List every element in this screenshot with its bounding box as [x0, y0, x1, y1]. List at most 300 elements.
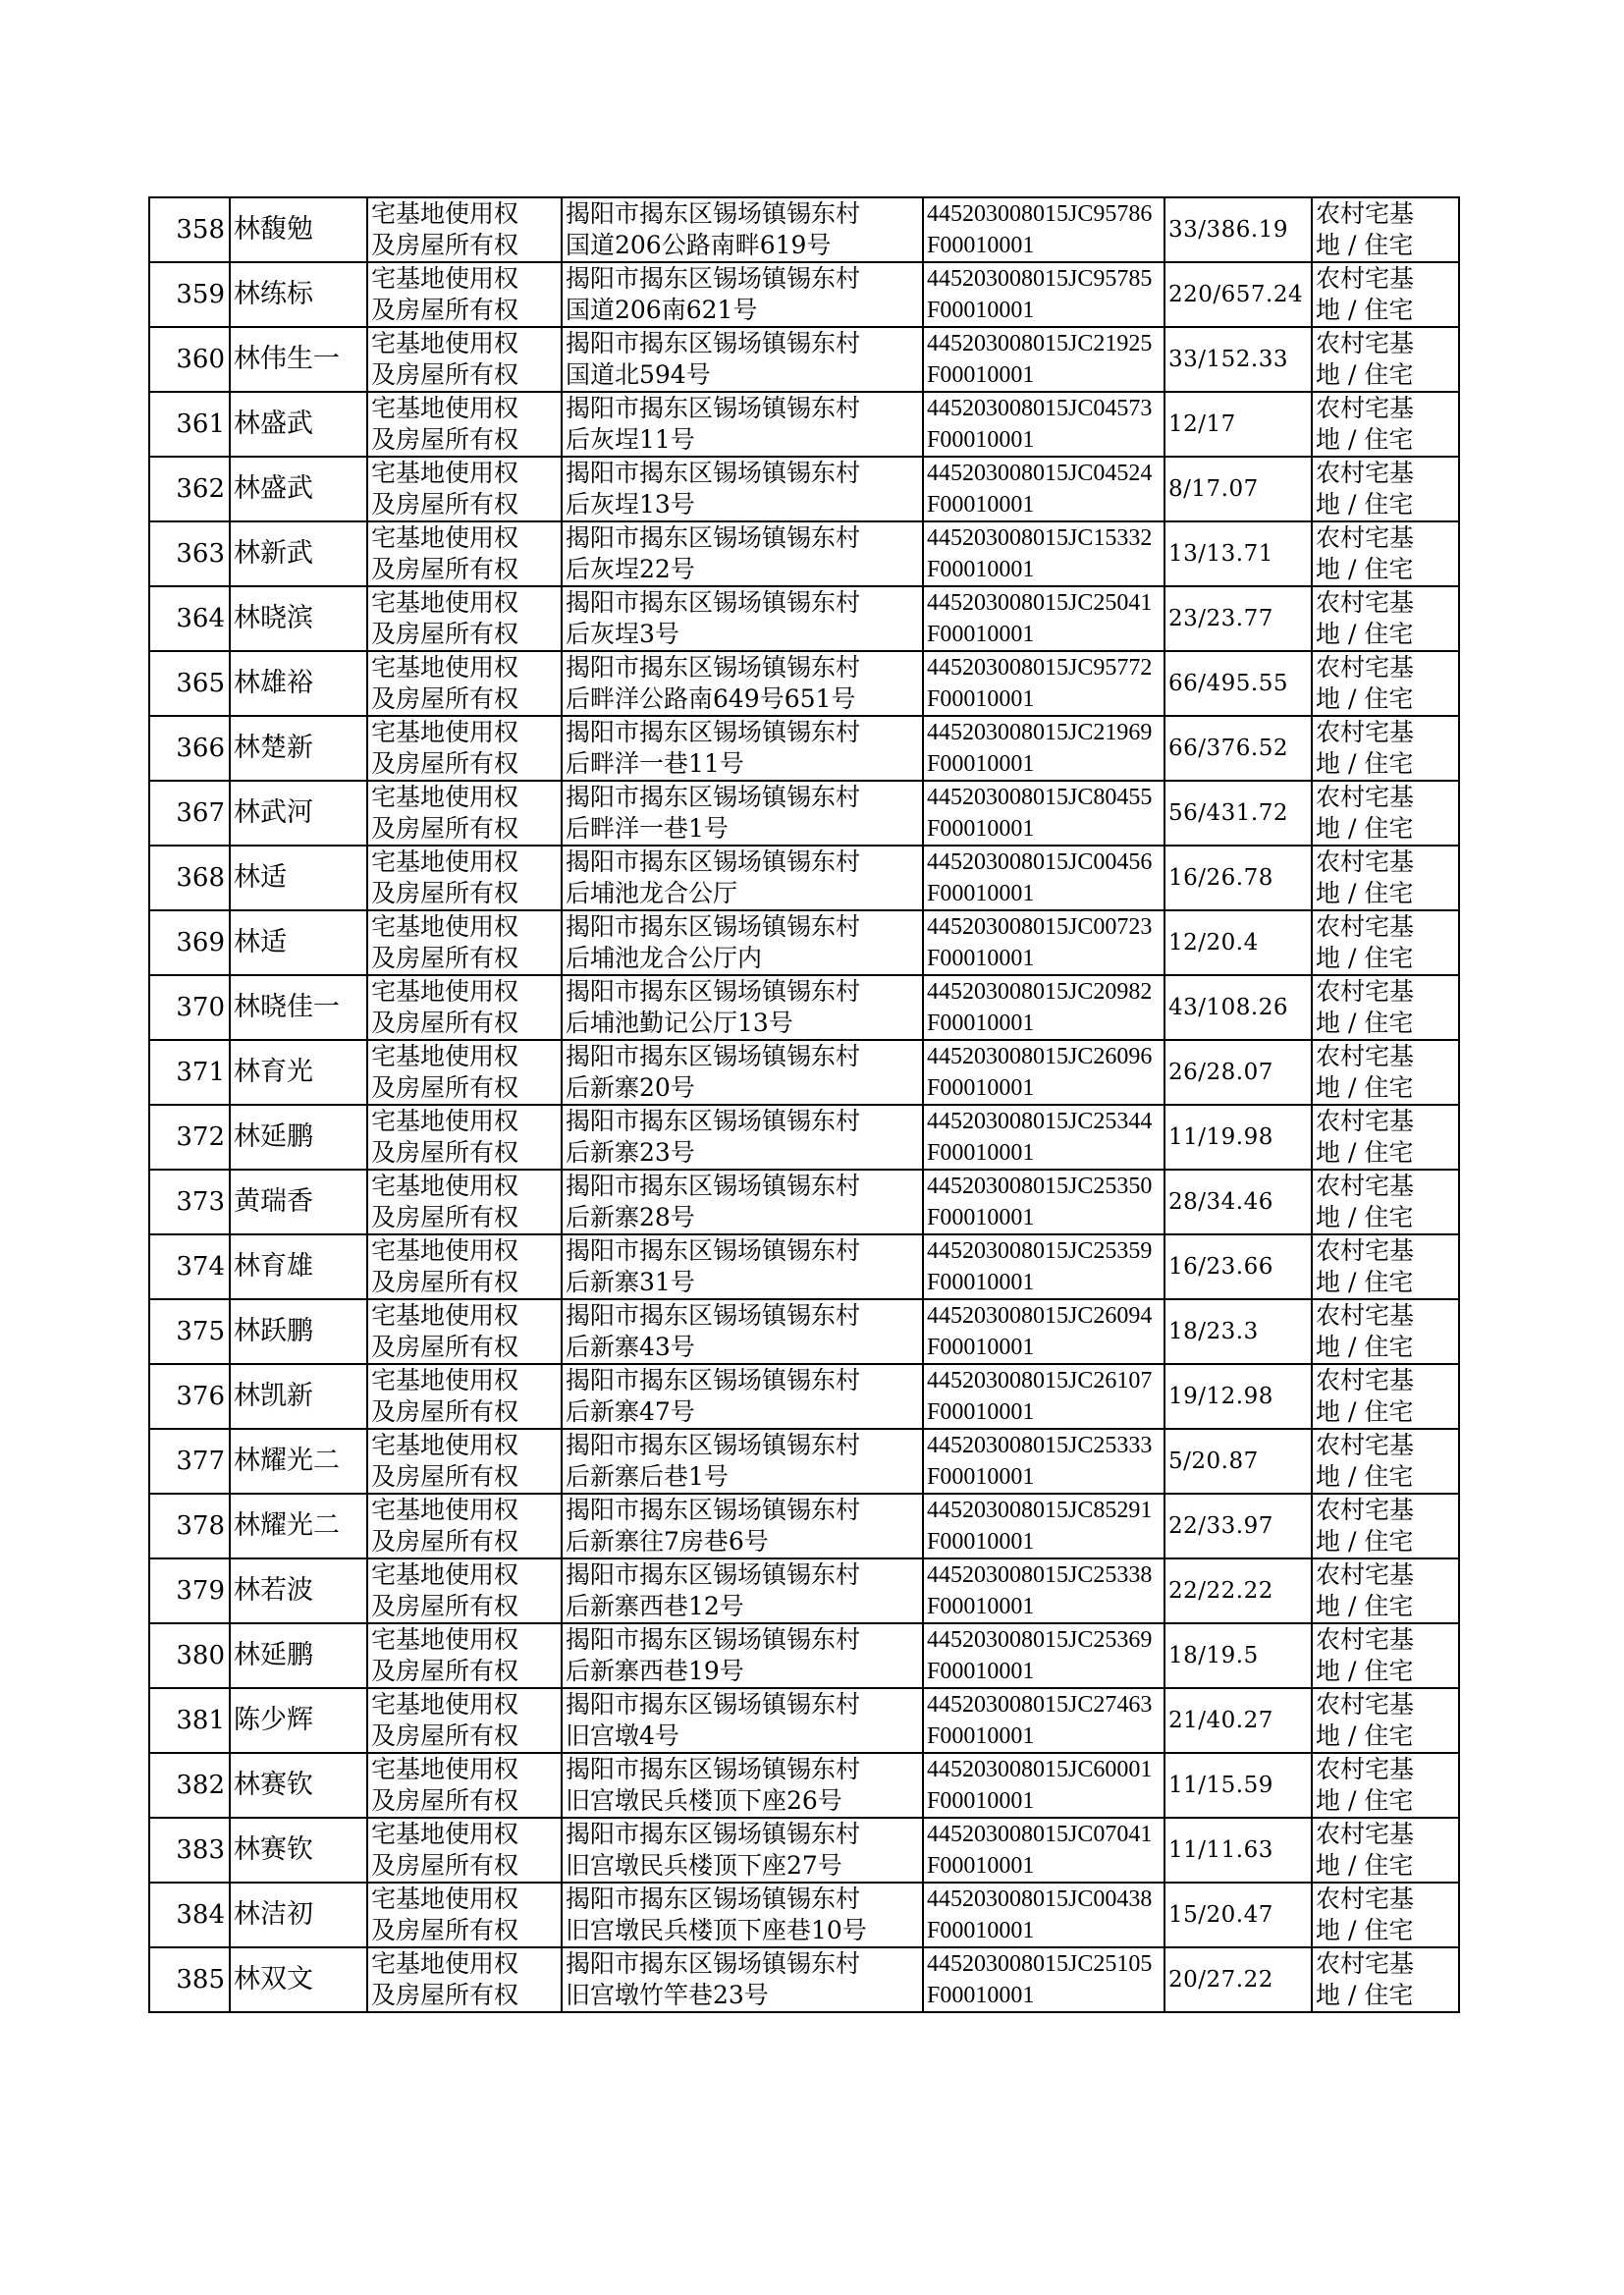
table-body	[149, 197, 1459, 2012]
area-cell: 220/657.24	[1164, 262, 1312, 327]
row-number-cell: 365	[149, 651, 230, 716]
address-cell-line: 后新寨后巷1号	[566, 1462, 729, 1491]
right-type-cell-line: 及房屋所有权	[371, 684, 519, 713]
land-use-cell-line: 地 / 住宅	[1316, 1981, 1414, 2009]
address-cell-line: 后新寨往7房巷6号	[566, 1527, 769, 1556]
right-type-cell-line: 宅基地使用权	[371, 459, 519, 487]
right-type-cell	[367, 1688, 562, 1753]
address-cell-line: 后埔池龙合公厅内	[566, 944, 763, 972]
area-cell: 16/23.66	[1164, 1234, 1312, 1299]
address-cell	[562, 1234, 923, 1299]
right-type-cell-line: 宅基地使用权	[371, 588, 519, 617]
land-use-cell-line: 农村宅基	[1316, 1949, 1415, 1978]
owner-name-cell: 林若波	[230, 1558, 367, 1623]
land-use-cell	[1312, 1429, 1459, 1494]
address-cell	[562, 457, 923, 521]
area-cell: 11/11.63	[1164, 1818, 1312, 1883]
right-type-cell-line: 宅基地使用权	[371, 1885, 519, 1913]
land-use-cell	[1312, 716, 1459, 781]
right-type-cell	[367, 1818, 562, 1883]
address-cell-line: 旧宫墩民兵楼顶下座27号	[566, 1851, 842, 1880]
address-cell-line: 后畔洋一巷11号	[566, 749, 744, 778]
area-cell: 11/15.59	[1164, 1753, 1312, 1818]
right-type-cell-line: 及房屋所有权	[371, 296, 519, 324]
address-cell-line: 揭阳市揭东区锡场镇锡东村	[566, 912, 861, 941]
row-number-cell: 377	[149, 1429, 230, 1494]
area-cell: 18/23.3	[1164, 1299, 1312, 1364]
address-cell	[562, 327, 923, 392]
address-cell-line: 揭阳市揭东区锡场镇锡东村	[566, 1560, 861, 1589]
land-use-cell-line: 地 / 住宅	[1316, 1657, 1414, 1685]
address-cell-line: 国道206公路南畔619号	[566, 231, 832, 259]
row-number-cell: 373	[149, 1170, 230, 1234]
row-number-cell: 362	[149, 457, 230, 521]
land-use-cell-line: 地 / 住宅	[1316, 1592, 1414, 1620]
right-type-cell-line: 及房屋所有权	[371, 1073, 519, 1102]
unit-code-cell: 445203008015JC25344F00010001	[923, 1105, 1164, 1170]
area-cell: 33/386.19	[1164, 197, 1312, 262]
unit-code-cell: 445203008015JC25350F00010001	[923, 1170, 1164, 1234]
address-cell-line: 揭阳市揭东区锡场镇锡东村	[566, 199, 861, 228]
owner-name-cell: 林雄裕	[230, 651, 367, 716]
land-use-cell	[1312, 1234, 1459, 1299]
owner-name-cell: 林晓佳一	[230, 975, 367, 1040]
right-type-cell-line: 宅基地使用权	[371, 1431, 519, 1459]
right-type-cell-line: 宅基地使用权	[371, 1755, 519, 1783]
land-use-cell	[1312, 586, 1459, 651]
property-register-table	[148, 196, 1460, 2013]
row-number-cell: 379	[149, 1558, 230, 1623]
land-use-cell	[1312, 910, 1459, 975]
row-number-cell: 369	[149, 910, 230, 975]
address-cell	[562, 1429, 923, 1494]
address-cell	[562, 1753, 923, 1818]
unit-code-cell: 445203008015JC95785F00010001	[923, 262, 1164, 327]
area-cell: 5/20.87	[1164, 1429, 1312, 1494]
land-use-cell-line: 地 / 住宅	[1316, 1138, 1414, 1167]
right-type-cell	[367, 1558, 562, 1623]
right-type-cell	[367, 1040, 562, 1105]
land-use-cell-line: 地 / 住宅	[1316, 620, 1414, 648]
address-cell-line: 揭阳市揭东区锡场镇锡东村	[566, 394, 861, 422]
unit-code-cell: 445203008015JC07041F00010001	[923, 1818, 1164, 1883]
right-type-cell-line: 宅基地使用权	[371, 264, 519, 293]
right-type-cell-line: 宅基地使用权	[371, 329, 519, 357]
land-use-cell-line: 农村宅基	[1316, 1172, 1415, 1200]
table-row	[149, 1170, 1459, 1234]
unit-code-cell: 445203008015JC26094F00010001	[923, 1299, 1164, 1364]
land-use-cell-line: 地 / 住宅	[1316, 425, 1414, 454]
unit-code-cell: 445203008015JC25338F00010001	[923, 1558, 1164, 1623]
owner-name-cell: 林育雄	[230, 1234, 367, 1299]
land-use-cell-line: 农村宅基	[1316, 523, 1415, 552]
land-use-cell	[1312, 1818, 1459, 1883]
address-cell-line: 后灰埕13号	[566, 490, 695, 519]
address-cell	[562, 651, 923, 716]
land-use-cell	[1312, 651, 1459, 716]
right-type-cell-line: 及房屋所有权	[371, 1981, 519, 2009]
address-cell	[562, 716, 923, 781]
owner-name-cell: 林新武	[230, 521, 367, 586]
address-cell-line: 揭阳市揭东区锡场镇锡东村	[566, 653, 861, 682]
address-cell-line: 揭阳市揭东区锡场镇锡东村	[566, 1431, 861, 1459]
land-use-cell	[1312, 1364, 1459, 1429]
right-type-cell-line: 及房屋所有权	[371, 1592, 519, 1620]
address-cell-line: 后畔洋公路南649号651号	[566, 684, 856, 713]
land-use-cell	[1312, 975, 1459, 1040]
right-type-cell-line: 宅基地使用权	[371, 847, 519, 876]
row-number-cell: 364	[149, 586, 230, 651]
table-row	[149, 651, 1459, 716]
right-type-cell	[367, 1947, 562, 2012]
land-use-cell-line: 地 / 住宅	[1316, 944, 1414, 972]
address-cell	[562, 1623, 923, 1688]
right-type-cell	[367, 1105, 562, 1170]
owner-name-cell: 林伟生一	[230, 327, 367, 392]
owner-name-cell: 林盛武	[230, 392, 367, 457]
owner-name-cell: 黄瑞香	[230, 1170, 367, 1234]
address-cell	[562, 1558, 923, 1623]
owner-name-cell: 林耀光二	[230, 1494, 367, 1558]
table-row	[149, 1753, 1459, 1818]
address-cell-line: 揭阳市揭东区锡场镇锡东村	[566, 783, 861, 811]
address-cell-line: 揭阳市揭东区锡场镇锡东村	[566, 588, 861, 617]
table-row	[149, 457, 1459, 521]
land-use-cell-line: 农村宅基	[1316, 1301, 1415, 1330]
right-type-cell	[367, 1234, 562, 1299]
owner-name-cell: 林适	[230, 846, 367, 910]
area-cell: 13/13.71	[1164, 521, 1312, 586]
right-type-cell-line: 宅基地使用权	[371, 1949, 519, 1978]
right-type-cell-line: 及房屋所有权	[371, 1527, 519, 1556]
land-use-cell-line: 农村宅基	[1316, 264, 1415, 293]
unit-code-cell: 445203008015JC04573F00010001	[923, 392, 1164, 457]
address-cell-line: 后灰埕3号	[566, 620, 679, 648]
table-row	[149, 586, 1459, 651]
area-cell: 66/376.52	[1164, 716, 1312, 781]
address-cell-line: 揭阳市揭东区锡场镇锡东村	[566, 1755, 861, 1783]
unit-code-cell: 445203008015JC04524F00010001	[923, 457, 1164, 521]
land-use-cell-line: 农村宅基	[1316, 912, 1415, 941]
right-type-cell-line: 及房屋所有权	[371, 944, 519, 972]
unit-code-cell: 445203008015JC26096F00010001	[923, 1040, 1164, 1105]
area-cell: 22/33.97	[1164, 1494, 1312, 1558]
right-type-cell-line: 宅基地使用权	[371, 1042, 519, 1070]
right-type-cell-line: 及房屋所有权	[371, 1462, 519, 1491]
land-use-cell-line: 农村宅基	[1316, 1560, 1415, 1589]
address-cell-line: 后畔洋一巷1号	[566, 814, 729, 843]
right-type-cell	[367, 1753, 562, 1818]
table-row	[149, 716, 1459, 781]
table-row	[149, 1818, 1459, 1883]
row-number-cell: 368	[149, 846, 230, 910]
address-cell	[562, 1818, 923, 1883]
address-cell-line: 揭阳市揭东区锡场镇锡东村	[566, 1366, 861, 1394]
right-type-cell-line: 及房屋所有权	[371, 555, 519, 583]
land-use-cell-line: 农村宅基	[1316, 394, 1415, 422]
owner-name-cell: 陈少辉	[230, 1688, 367, 1753]
table-row	[149, 1364, 1459, 1429]
table-row	[149, 1883, 1459, 1947]
land-use-cell	[1312, 1753, 1459, 1818]
right-type-cell-line: 宅基地使用权	[371, 1366, 519, 1394]
area-cell: 20/27.22	[1164, 1947, 1312, 2012]
owner-name-cell: 林跃鹏	[230, 1299, 367, 1364]
land-use-cell-line: 地 / 住宅	[1316, 749, 1414, 778]
address-cell-line: 揭阳市揭东区锡场镇锡东村	[566, 847, 861, 876]
land-use-cell	[1312, 1299, 1459, 1364]
table-row	[149, 392, 1459, 457]
unit-code-cell: 445203008015JC80455F00010001	[923, 781, 1164, 846]
land-use-cell-line: 地 / 住宅	[1316, 1527, 1414, 1556]
area-cell: 33/152.33	[1164, 327, 1312, 392]
land-use-cell	[1312, 1623, 1459, 1688]
owner-name-cell: 林延鹏	[230, 1105, 367, 1170]
table-row	[149, 1299, 1459, 1364]
right-type-cell-line: 及房屋所有权	[371, 1203, 519, 1231]
right-type-cell-line: 及房屋所有权	[371, 1721, 519, 1750]
row-number-cell: 359	[149, 262, 230, 327]
land-use-cell-line: 农村宅基	[1316, 199, 1415, 228]
address-cell-line: 后灰埕22号	[566, 555, 695, 583]
address-cell	[562, 586, 923, 651]
right-type-cell	[367, 651, 562, 716]
owner-name-cell: 林馥勉	[230, 197, 367, 262]
right-type-cell-line: 宅基地使用权	[371, 1301, 519, 1330]
land-use-cell-line: 地 / 住宅	[1316, 879, 1414, 907]
right-type-cell-line: 宅基地使用权	[371, 1107, 519, 1135]
right-type-cell	[367, 1623, 562, 1688]
table-row	[149, 521, 1459, 586]
unit-code-cell: 445203008015JC21969F00010001	[923, 716, 1164, 781]
unit-code-cell: 445203008015JC26107F00010001	[923, 1364, 1164, 1429]
right-type-cell-line: 宅基地使用权	[371, 1236, 519, 1265]
table-row	[149, 1429, 1459, 1494]
land-use-cell-line: 农村宅基	[1316, 1366, 1415, 1394]
area-cell: 16/26.78	[1164, 846, 1312, 910]
land-use-cell	[1312, 1947, 1459, 2012]
owner-name-cell: 林赛钦	[230, 1818, 367, 1883]
owner-name-cell: 林武河	[230, 781, 367, 846]
area-cell: 12/20.4	[1164, 910, 1312, 975]
table-row	[149, 975, 1459, 1040]
land-use-cell-line: 地 / 住宅	[1316, 1397, 1414, 1426]
land-use-cell-line: 农村宅基	[1316, 977, 1415, 1006]
row-number-cell: 366	[149, 716, 230, 781]
address-cell-line: 后埔池龙合公厅	[566, 879, 738, 907]
right-type-cell	[367, 1494, 562, 1558]
right-type-cell-line: 及房屋所有权	[371, 749, 519, 778]
right-type-cell-line: 宅基地使用权	[371, 523, 519, 552]
land-use-cell-line: 农村宅基	[1316, 653, 1415, 682]
address-cell-line: 后新寨西巷19号	[566, 1657, 744, 1685]
area-cell: 22/22.22	[1164, 1558, 1312, 1623]
land-use-cell-line: 地 / 住宅	[1316, 684, 1414, 713]
table-row	[149, 1494, 1459, 1558]
land-use-cell	[1312, 262, 1459, 327]
right-type-cell	[367, 1429, 562, 1494]
address-cell-line: 后新寨28号	[566, 1203, 695, 1231]
address-cell	[562, 1883, 923, 1947]
address-cell-line: 揭阳市揭东区锡场镇锡东村	[566, 1820, 861, 1848]
table-row	[149, 1947, 1459, 2012]
land-use-cell-line: 农村宅基	[1316, 1107, 1415, 1135]
address-cell	[562, 1688, 923, 1753]
row-number-cell: 371	[149, 1040, 230, 1105]
right-type-cell-line: 宅基地使用权	[371, 1560, 519, 1589]
address-cell	[562, 910, 923, 975]
address-cell	[562, 1170, 923, 1234]
right-type-cell	[367, 586, 562, 651]
table-row	[149, 1688, 1459, 1753]
table-row	[149, 262, 1459, 327]
land-use-cell-line: 地 / 住宅	[1316, 1009, 1414, 1037]
land-use-cell	[1312, 1105, 1459, 1170]
address-cell-line: 后新寨31号	[566, 1268, 695, 1296]
unit-code-cell: 445203008015JC20982F00010001	[923, 975, 1164, 1040]
area-cell: 56/431.72	[1164, 781, 1312, 846]
row-number-cell: 381	[149, 1688, 230, 1753]
owner-name-cell: 林盛武	[230, 457, 367, 521]
unit-code-cell: 445203008015JC60001F00010001	[923, 1753, 1164, 1818]
right-type-cell	[367, 846, 562, 910]
land-use-cell-line: 地 / 住宅	[1316, 555, 1414, 583]
area-cell: 12/17	[1164, 392, 1312, 457]
address-cell-line: 揭阳市揭东区锡场镇锡东村	[566, 718, 861, 746]
owner-name-cell: 林适	[230, 910, 367, 975]
land-use-cell-line: 农村宅基	[1316, 1690, 1415, 1719]
right-type-cell-line: 及房屋所有权	[371, 1657, 519, 1685]
unit-code-cell: 445203008015JC25359F00010001	[923, 1234, 1164, 1299]
address-cell-line: 揭阳市揭东区锡场镇锡东村	[566, 1107, 861, 1135]
address-cell-line: 旧宫墩民兵楼顶下座巷10号	[566, 1916, 867, 1944]
row-number-cell: 376	[149, 1364, 230, 1429]
land-use-cell	[1312, 1688, 1459, 1753]
right-type-cell-line: 及房屋所有权	[371, 1138, 519, 1167]
right-type-cell	[367, 262, 562, 327]
address-cell-line: 后新寨23号	[566, 1138, 695, 1167]
land-use-cell-line: 地 / 住宅	[1316, 1203, 1414, 1231]
address-cell	[562, 1105, 923, 1170]
right-type-cell-line: 及房屋所有权	[371, 1009, 519, 1037]
row-number-cell: 360	[149, 327, 230, 392]
right-type-cell	[367, 392, 562, 457]
table-row	[149, 1105, 1459, 1170]
table-row	[149, 910, 1459, 975]
address-cell-line: 后埔池勤记公厅13号	[566, 1009, 793, 1037]
row-number-cell: 383	[149, 1818, 230, 1883]
unit-code-cell: 445203008015JC95786F00010001	[923, 197, 1164, 262]
table-row	[149, 781, 1459, 846]
address-cell-line: 后新寨47号	[566, 1397, 695, 1426]
right-type-cell-line: 及房屋所有权	[371, 490, 519, 519]
land-use-cell	[1312, 197, 1459, 262]
land-use-cell-line: 地 / 住宅	[1316, 490, 1414, 519]
right-type-cell-line: 宅基地使用权	[371, 199, 519, 228]
land-use-cell-line: 农村宅基	[1316, 1625, 1415, 1654]
land-use-cell-line: 农村宅基	[1316, 1496, 1415, 1524]
land-use-cell	[1312, 1883, 1459, 1947]
unit-code-cell: 445203008015JC95772F00010001	[923, 651, 1164, 716]
land-use-cell	[1312, 392, 1459, 457]
owner-name-cell: 林洁初	[230, 1883, 367, 1947]
right-type-cell-line: 宅基地使用权	[371, 977, 519, 1006]
area-cell: 21/40.27	[1164, 1688, 1312, 1753]
unit-code-cell: 445203008015JC21925F00010001	[923, 327, 1164, 392]
right-type-cell-line: 及房屋所有权	[371, 360, 519, 389]
address-cell-line: 揭阳市揭东区锡场镇锡东村	[566, 1236, 861, 1265]
address-cell	[562, 975, 923, 1040]
row-number-cell: 384	[149, 1883, 230, 1947]
right-type-cell-line: 宅基地使用权	[371, 912, 519, 941]
area-cell: 66/495.55	[1164, 651, 1312, 716]
unit-code-cell: 445203008015JC00456F00010001	[923, 846, 1164, 910]
right-type-cell	[367, 1364, 562, 1429]
land-use-cell-line: 农村宅基	[1316, 329, 1415, 357]
right-type-cell-line: 宅基地使用权	[371, 1690, 519, 1719]
right-type-cell-line: 及房屋所有权	[371, 1786, 519, 1815]
right-type-cell	[367, 1883, 562, 1947]
unit-code-cell: 445203008015JC15332F00010001	[923, 521, 1164, 586]
unit-code-cell: 445203008015JC25333F00010001	[923, 1429, 1164, 1494]
owner-name-cell: 林双文	[230, 1947, 367, 2012]
row-number-cell: 370	[149, 975, 230, 1040]
land-use-cell	[1312, 327, 1459, 392]
address-cell	[562, 262, 923, 327]
right-type-cell-line: 宅基地使用权	[371, 1820, 519, 1848]
row-number-cell: 382	[149, 1753, 230, 1818]
row-number-cell: 372	[149, 1105, 230, 1170]
table-row	[149, 1040, 1459, 1105]
land-use-cell-line: 地 / 住宅	[1316, 231, 1414, 259]
address-cell-line: 后新寨西巷12号	[566, 1592, 744, 1620]
area-cell: 28/34.46	[1164, 1170, 1312, 1234]
address-cell	[562, 1299, 923, 1364]
land-use-cell-line: 地 / 住宅	[1316, 814, 1414, 843]
land-use-cell-line: 农村宅基	[1316, 588, 1415, 617]
area-cell: 8/17.07	[1164, 457, 1312, 521]
land-use-cell	[1312, 521, 1459, 586]
land-use-cell	[1312, 846, 1459, 910]
address-cell-line: 后灰埕11号	[566, 425, 695, 454]
row-number-cell: 363	[149, 521, 230, 586]
address-cell-line: 旧宫墩竹竿巷23号	[566, 1981, 769, 2009]
address-cell-line: 揭阳市揭东区锡场镇锡东村	[566, 329, 861, 357]
table-row	[149, 846, 1459, 910]
land-use-cell-line: 农村宅基	[1316, 459, 1415, 487]
unit-code-cell: 445203008015JC25105F00010001	[923, 1947, 1164, 2012]
right-type-cell-line: 及房屋所有权	[371, 814, 519, 843]
right-type-cell	[367, 521, 562, 586]
row-number-cell: 361	[149, 392, 230, 457]
land-use-cell-line: 地 / 住宅	[1316, 1721, 1414, 1750]
address-cell-line: 旧宫墩民兵楼顶下座26号	[566, 1786, 842, 1815]
area-cell: 26/28.07	[1164, 1040, 1312, 1105]
right-type-cell-line: 宅基地使用权	[371, 653, 519, 682]
unit-code-cell: 445203008015JC25369F00010001	[923, 1623, 1164, 1688]
address-cell	[562, 1947, 923, 2012]
address-cell	[562, 846, 923, 910]
land-use-cell-line: 地 / 住宅	[1316, 1073, 1414, 1102]
address-cell-line: 揭阳市揭东区锡场镇锡东村	[566, 1949, 861, 1978]
right-type-cell-line: 宅基地使用权	[371, 1625, 519, 1654]
land-use-cell-line: 地 / 住宅	[1316, 1462, 1414, 1491]
right-type-cell	[367, 1170, 562, 1234]
land-use-cell-line: 地 / 住宅	[1316, 1333, 1414, 1361]
address-cell-line: 揭阳市揭东区锡场镇锡东村	[566, 1625, 861, 1654]
row-number-cell: 358	[149, 197, 230, 262]
right-type-cell-line: 宅基地使用权	[371, 1172, 519, 1200]
